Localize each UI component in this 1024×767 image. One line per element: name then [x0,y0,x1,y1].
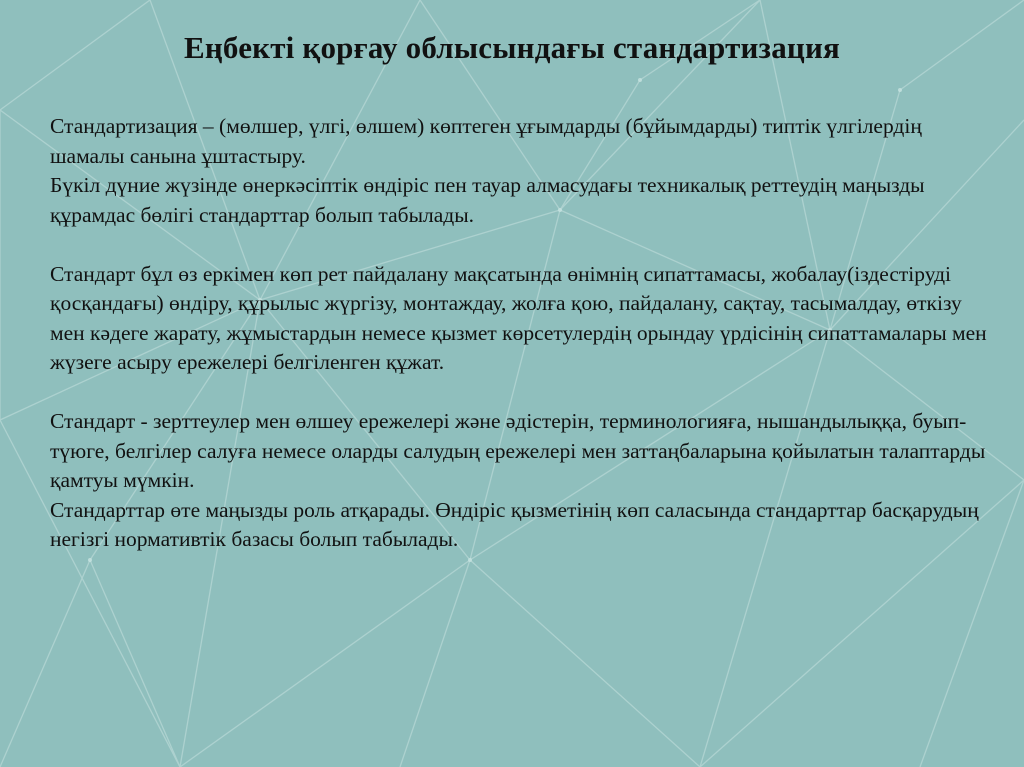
slide-title: Еңбекті қорғау облысындағы стандартизация [183,30,841,65]
paragraph-standard-document: Стандарт бұл өз еркімен көп рет пайдалану мақсатында өнімнің сипаттамасы, жобалау(іздестіруді қосқандағы) өндіру, құрылыс жүргізу, монтаждау, жолға қою, пайдалану, сақтау, тасымалдау, өткізу мен кәдеге жарату, жұмыстардын немесе қызмет көрсетулердің орындау үрдісінің сипаттамалары мен жүзеге асыру ережелері белгіленген құжат. [50,261,987,374]
slide-body [50,112,1000,555]
paragraph-standards-role: Стандарттар өте маңызды роль атқарады. Өндіріс қызметінің көп саласында стандарттар басқарудың негізгі нормативтік базасы болып табылады. [50,497,979,551]
paragraph-world-standards: Бүкіл дүние жүзінде өнеркәсіптік өндіріс пен тауар алмасудағы техникалық реттеудің маңызды құрамдас бөлігі стандарттар болып табылады. [50,173,925,227]
paragraph-definition: Стандартизация – (мөлшер, үлгі, өлшем) көптеген ұғымдарды (бұйымдарды) типтік үлгілердің шамалы санына ұштастыру. [50,114,922,168]
paragraph-standard-requirements: Стандарт - зерттеулер мен өлшеу ережелері және әдістерін, терминологияға, нышандылыққа, буып- түюге, белгілер салуға немесе оларды салудың ережелері мен заттаңбаларына қойылатын талаптарды қамтуы мүмкін. [50,409,986,492]
